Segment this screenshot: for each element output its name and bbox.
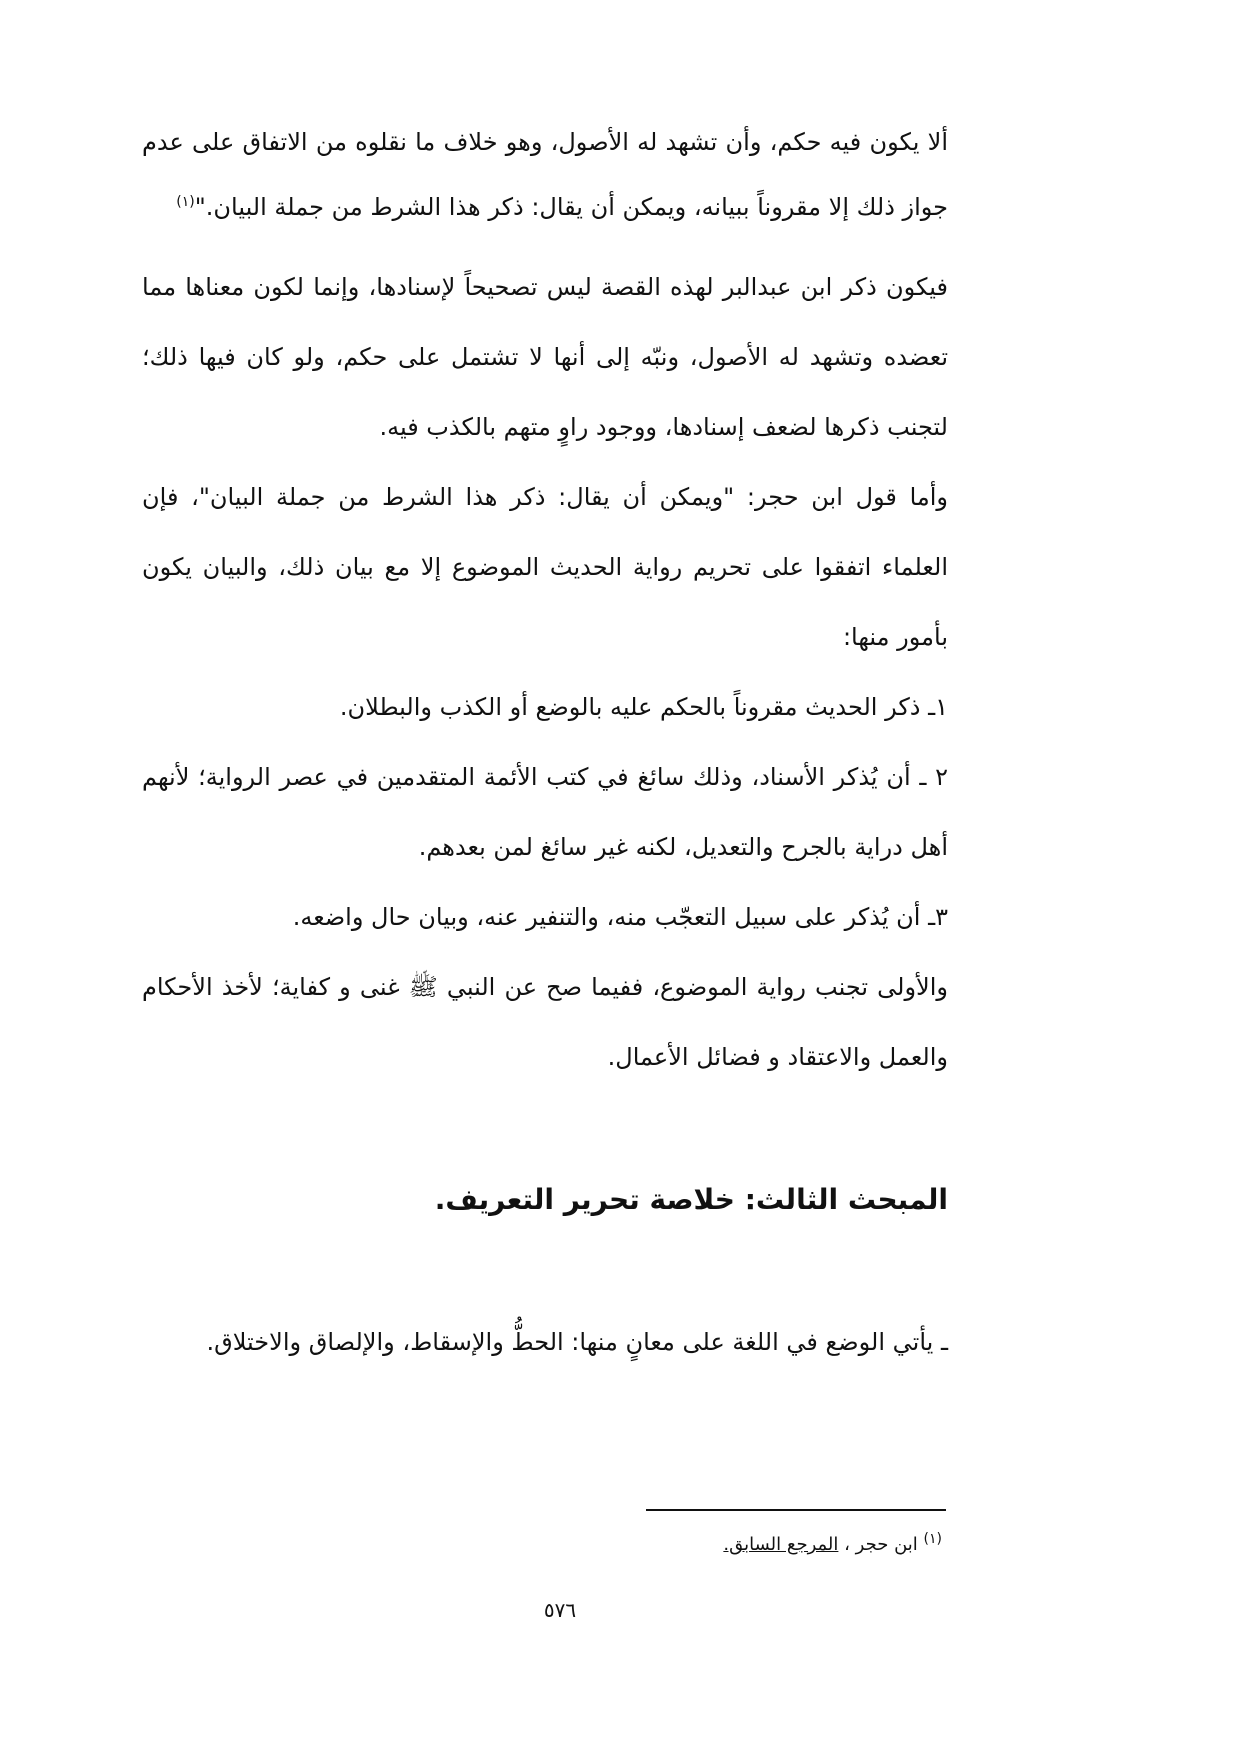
summary-item: ـ يأتي الوضع في اللغة على معانٍ منها: الحطُّ والإسقاط، والإلصاق والاختلاق.	[206, 1328, 948, 1356]
body-text-top	[142, 110, 948, 240]
footnote-marker: (١)	[923, 1531, 942, 1547]
footnote-author: ابن حجر ،	[844, 1534, 918, 1555]
list-item-1: ١ـ ذكر الحديث مقروناً بالحكم عليه بالوضع أو الكذب والبطلان.	[339, 693, 948, 721]
paragraph-continuation	[142, 110, 948, 240]
paragraph-text: ألا يكون فيه حكم، وأن تشهد له الأصول، وهو خلاف ما نقلوه من الاتفاق على عدم جواز ذلك إلا مقروناً ببيانه، ويمكن أن يقال: ذكر هذا الشرط من جملة البيان."	[142, 128, 948, 221]
paragraph-ibn-abdulbarr: فيكون ذكر ابن عبدالبر لهذه القصة ليس تصحيحاً لإسنادها، وإنما لكون معناها مما تعضده وتشهد له الأصول، ونبّه إلى أنها لا تشتمل على حكم، ولو كان فيها ذلك؛ لتجنب ذكرها لضعف إسنادها، ووجود راوٍ متهم بالكذب فيه.	[142, 273, 948, 441]
page-number: ٥٧٦	[543, 1598, 577, 1622]
paragraph-ibn-hajar-quote: وأما قول ابن حجر: "ويمكن أن يقال: ذكر هذا الشرط من جملة البيان"، فإن العلماء اتفقوا على تحريم رواية الحديث الموضوع إلا مع بيان ذلك، والبيان يكون بأمور منها:	[142, 483, 948, 651]
list-item-3: ٣ـ أن يُذكر على سبيل التعجّب منه، والتنفير عنه، وبيان حال واضعه.	[292, 903, 948, 931]
footnote	[723, 1530, 942, 1560]
footnote-reference: (١)	[176, 194, 195, 210]
footnote-reference-title: المرجع السابق.	[723, 1534, 839, 1555]
body-text-main	[142, 252, 948, 1092]
footnote-divider	[646, 1509, 946, 1511]
list-item-2: ٢ ـ أن يُذكر الأسناد، وذلك سائغ في كتب الأئمة المتقدمين في عصر الرواية؛ لأنهم أهل دراية بالجرح والتعديل، لكنه غير سائغ لمن بعدهم.	[142, 763, 948, 861]
section-heading: المبحث الثالث: خلاصة تحرير التعريف.	[434, 1183, 948, 1216]
paragraph-conclusion: والأولى تجنب رواية الموضوع، ففيما صح عن النبي ﷺ غنى و كفاية؛ لأخذ الأحكام والعمل والاعتقاد و فضائل الأعمال.	[142, 973, 948, 1071]
